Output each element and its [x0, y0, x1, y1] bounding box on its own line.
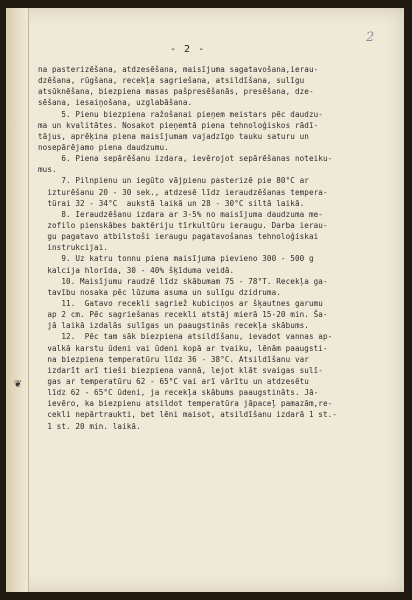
- text-line: tavību nosaka pēc lūzuma asuma un sulīgu dzidruma.: [38, 287, 281, 297]
- text-line: 12. Pēc tam sāk biezpiena atsildīšanu, ievadot vannas ap-: [38, 332, 333, 342]
- text-line: ma un kvalitātes. Nosakot pieņemtā piena tehnoloģiskos rādī-: [38, 120, 319, 130]
- text-line: 10. Maisījumu raudzē līdz skābumam 75 - 78°T. Recekļa ga-: [38, 276, 328, 286]
- text-line: 11. Gatavo recekli sagriež kubiciņos ar šķautnes garumu: [38, 298, 323, 308]
- text-line: 6. Piena sepārēšanu izdara, ievērojot sepārēšanas noteiku-: [38, 154, 333, 164]
- text-line: ap 2 cm. Pēc sagriešanas recekli atstāj mierā 15-20 min. Ša-: [38, 310, 328, 320]
- page-number: - 2 -: [170, 44, 206, 55]
- text-line: valkā karstu ūdeni vai ūdeni kopā ar tvaiku, lēnām paaugsti-: [38, 343, 328, 353]
- text-line: zofilo pienskābes baktēriju tīrkultūru ieraugu. Darba ierau-: [38, 220, 328, 230]
- text-line: jā laikā izdalās sulīgas un paaugstinās recekļa skābums.: [38, 321, 309, 331]
- text-line: gas ar temperatūru 62 - 65°C vai arī vārītu un atdzesētu: [38, 376, 309, 386]
- text-line: na biezpiena temperatūru līdz 36 - 38°C. Atsildīšanu var: [38, 354, 309, 364]
- text-line: dzēšana, rūgšana, recekļa sagriešana, atsildīšana, sulīgu: [38, 76, 305, 86]
- text-line: nosepārējamo piena daudzumu.: [38, 142, 169, 152]
- margin-mark-icon: ❦: [14, 376, 22, 390]
- text-line: instrukcijai.: [38, 243, 109, 253]
- text-line: 1 st. 20 min. laikā.: [38, 421, 141, 431]
- text-line: cekli nepārtraukti, bet lēni maisot, atsildīšanu izdarā 1 st.-: [38, 410, 337, 420]
- text-line: 8. Ieraudzēšanu izdara ar 3-5% no maisījuma daudzuma me-: [38, 209, 323, 219]
- text-line: tājus, aprēķina piena maisījumam vajadzīgo tauku saturu un: [38, 131, 309, 141]
- text-line: gu pagatavo atbilstoši ieraugu pagatavošanas tehnoloģiskai: [38, 232, 319, 242]
- text-line: na pasterizēšana, atdzesēšana, maisījuma sagatavošana,ierau-: [38, 65, 319, 74]
- text-line: atsūknēšana, biezpiena masas pašpresēšanās, presēšana, dze-: [38, 87, 314, 97]
- text-line: izdarīt arī tieši biezpiena vannā, lejot klāt svaigas sulī-: [38, 365, 323, 375]
- text-line: sēšana, iesaiņošana, uzglabāšana.: [38, 98, 193, 108]
- text-line: 9. Uz katru tonnu piena maisījuma pievieno 300 - 500 g: [38, 254, 314, 264]
- text-line: 7. Pilnpienu un iegūto vājpienu pasterizē pie 80°C ar: [38, 176, 309, 186]
- pencil-page-number: 2: [366, 30, 375, 45]
- text-line: 5. Pienu biezpiena ražošanai pieņem meistars pēc daudzu-: [38, 109, 323, 119]
- text-line: kalcija hlorīda, 30 - 40% šķīduma veidā.: [38, 265, 235, 275]
- text-line: līdz 62 - 65°C ūdeni, ja recekļa skābums paaugstināts. Jā-: [38, 388, 319, 398]
- document-body: [38, 64, 390, 432]
- text-line: izturēšanu 20 - 30 sek., atdzesē līdz ieraudzēšanas tempera-: [38, 187, 328, 197]
- text-line: tūrai 32 - 34°C aukstā laikā un 28 - 30°C siltā laikā.: [38, 198, 305, 208]
- binding-margin: [6, 8, 29, 592]
- text-line: mus.: [38, 165, 57, 175]
- text-line: ievēro, ka biezpienu atsildot temperatūra jāpaceļ pamazām,re-: [38, 399, 333, 409]
